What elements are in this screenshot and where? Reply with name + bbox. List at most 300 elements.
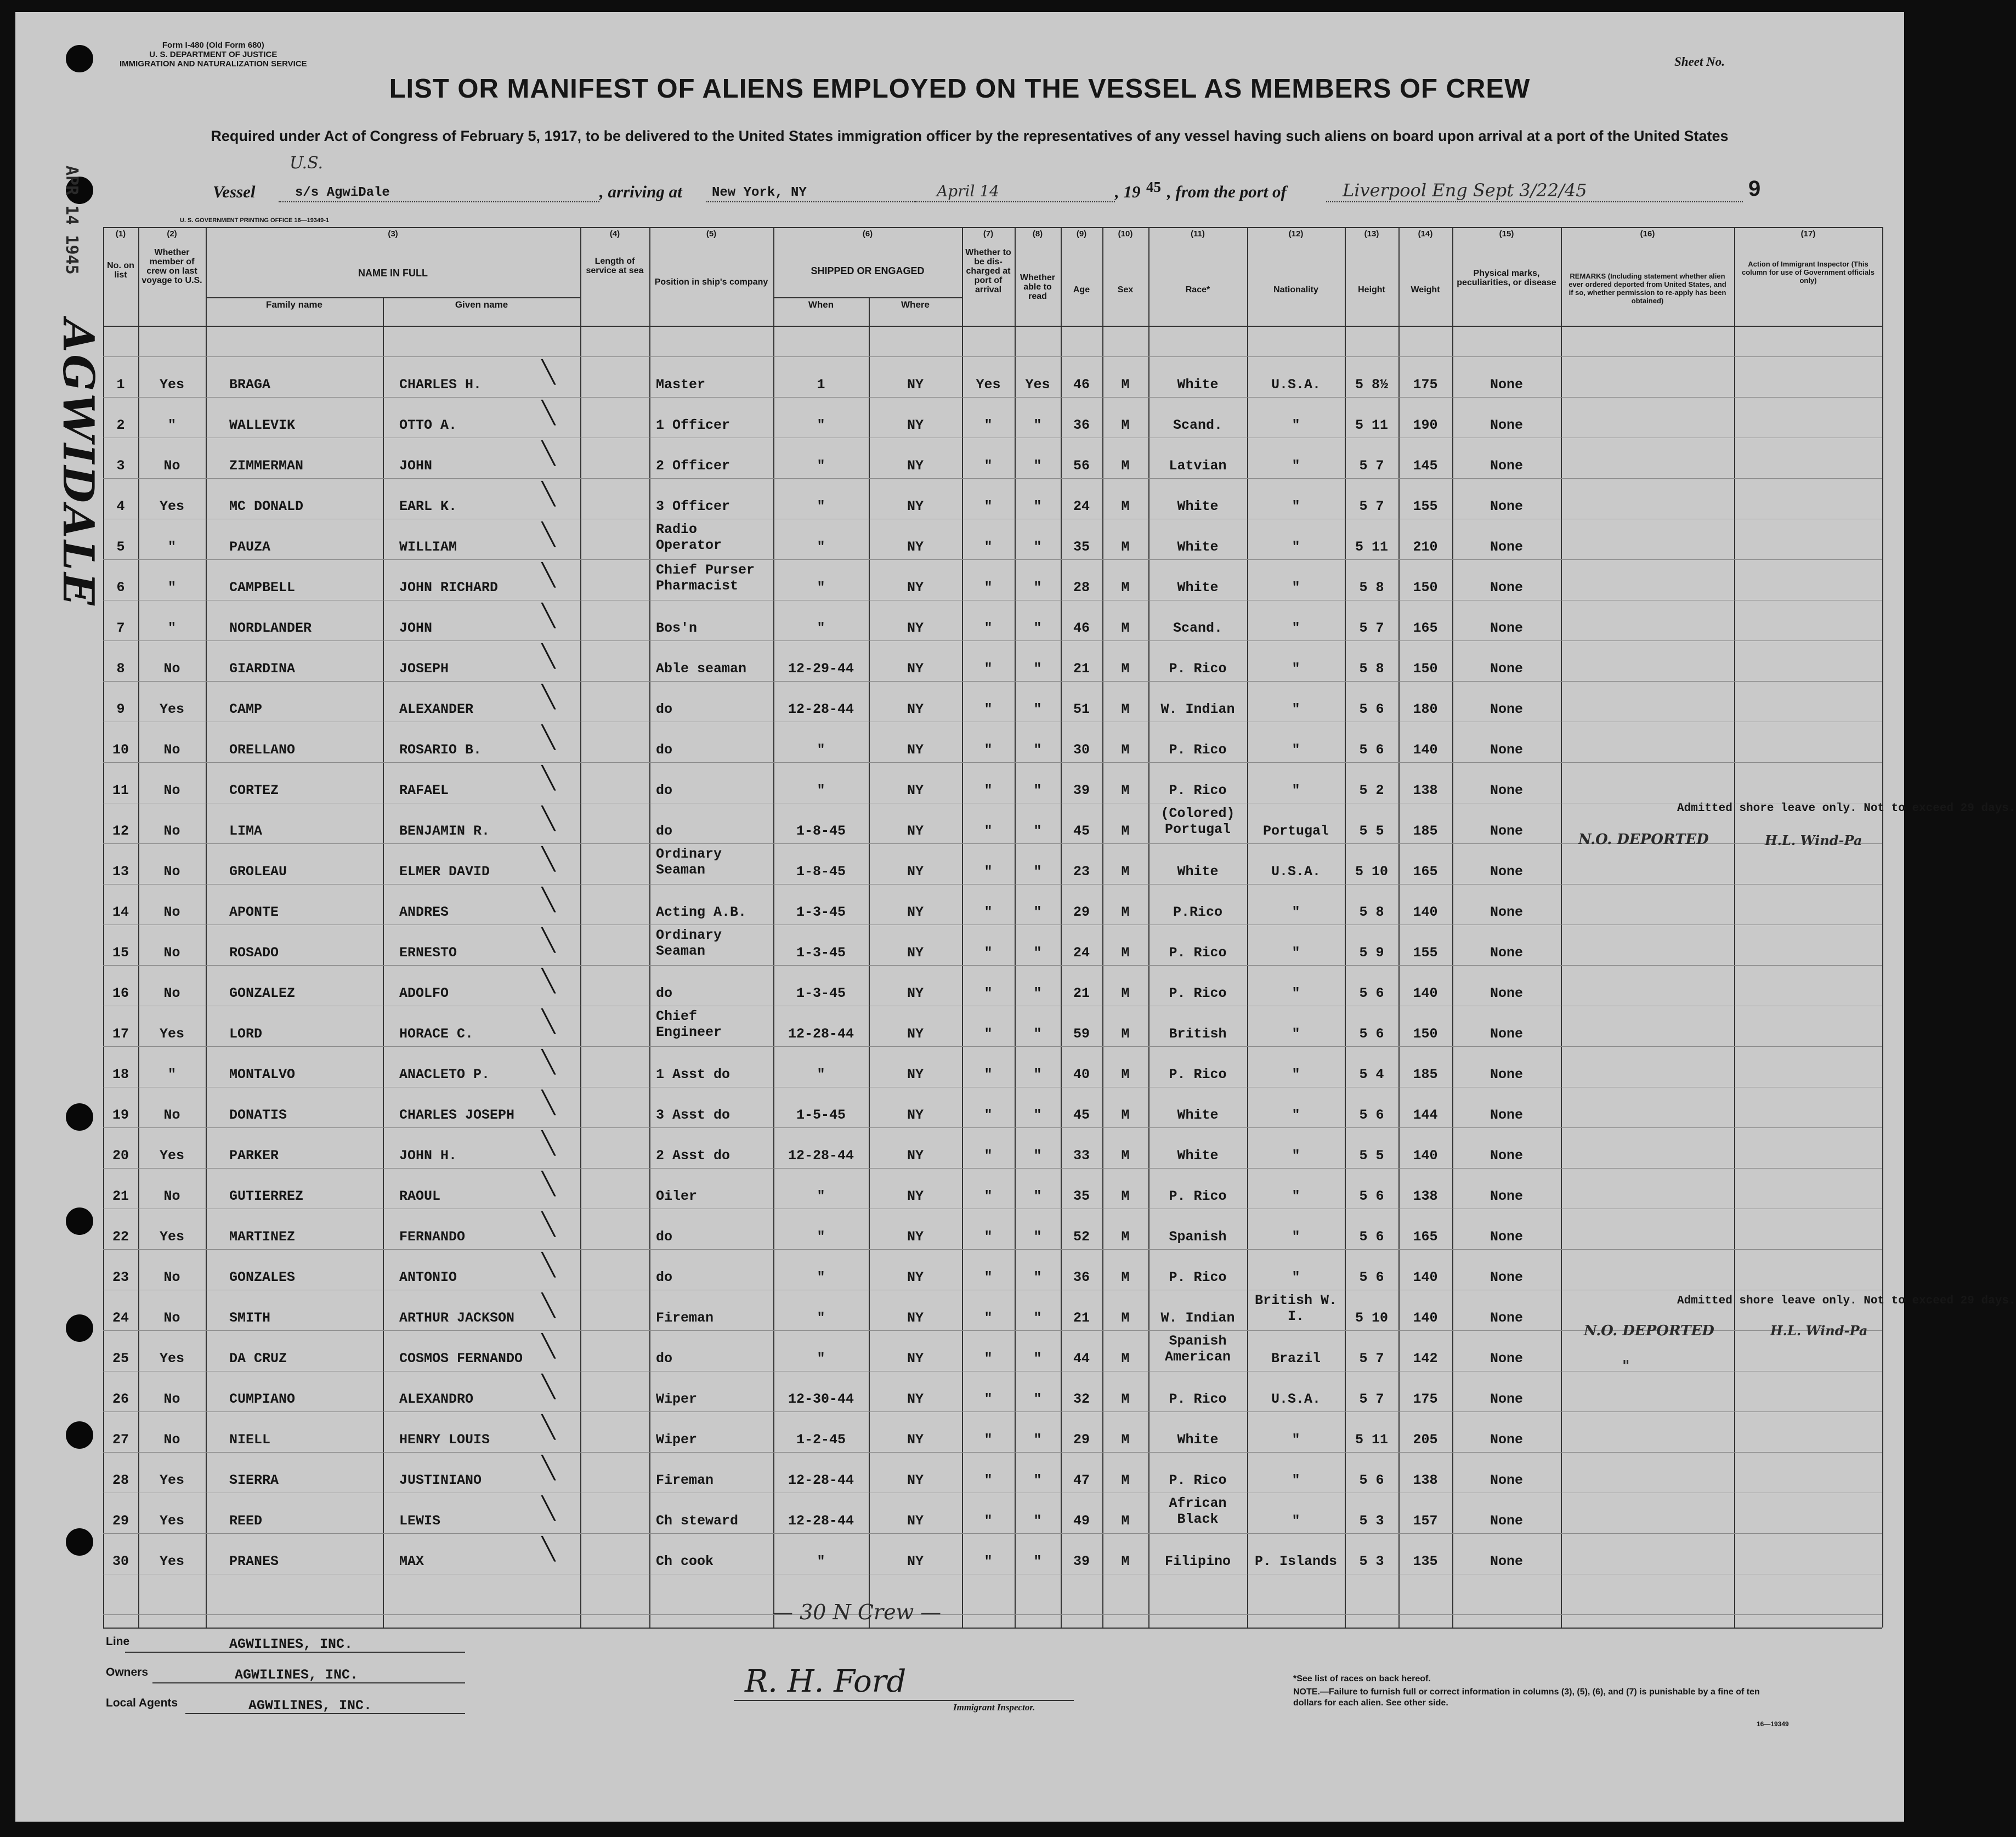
nationality: P. Islands bbox=[1254, 1553, 1338, 1569]
age: 51 bbox=[1073, 701, 1090, 717]
checkmark-icon: ╲ bbox=[542, 887, 556, 912]
age: 28 bbox=[1073, 580, 1090, 596]
previous-voyage: Yes bbox=[159, 1513, 184, 1529]
row-number: 11 bbox=[112, 783, 129, 798]
checkmark-icon: ╲ bbox=[542, 1009, 556, 1034]
able-to-read: " bbox=[1033, 539, 1042, 555]
shipped-when: " bbox=[817, 783, 825, 798]
col-header-sex: Sex bbox=[1117, 285, 1134, 294]
nationality: " bbox=[1292, 701, 1300, 717]
race: British bbox=[1169, 1026, 1227, 1042]
physical-marks: None bbox=[1490, 377, 1523, 393]
col-13-number: (13) bbox=[1364, 229, 1379, 239]
given-name: ANDRES bbox=[399, 904, 449, 920]
weight: 150 bbox=[1413, 580, 1438, 596]
discharged: " bbox=[984, 742, 993, 758]
discharged: " bbox=[984, 539, 993, 555]
remark-row-24-handwritten: N.O. DEPORTED bbox=[1584, 1323, 1714, 1339]
nationality: " bbox=[1292, 1513, 1300, 1529]
position: Oiler bbox=[656, 1188, 698, 1204]
nationality: " bbox=[1292, 661, 1300, 677]
vessel-prefix-handwritten: U.S. bbox=[290, 154, 324, 173]
able-to-read: " bbox=[1033, 1188, 1042, 1204]
gpo-line: U. S. GOVERNMENT PRINTING OFFICE 16—19349-1 bbox=[180, 217, 330, 224]
inspector-signature: R. H. Ford bbox=[745, 1664, 907, 1699]
discharged: " bbox=[984, 1188, 993, 1204]
age: 40 bbox=[1073, 1067, 1090, 1082]
sex: M bbox=[1121, 904, 1130, 920]
weight: 150 bbox=[1413, 1026, 1438, 1042]
height: 5 8 bbox=[1359, 661, 1384, 677]
subheader-given-name: Given name bbox=[455, 299, 508, 310]
local-agents-value: AGWILINES, INC. bbox=[248, 1698, 372, 1714]
arriving-port: New York, NY bbox=[712, 185, 807, 200]
sex: M bbox=[1121, 1148, 1130, 1164]
nationality: " bbox=[1292, 1269, 1300, 1285]
crew-total-handwritten: — 30 N Crew — bbox=[772, 1600, 942, 1624]
sex: M bbox=[1121, 742, 1130, 758]
weight: 157 bbox=[1413, 1513, 1438, 1529]
family-name: ZIMMERMAN bbox=[229, 458, 304, 474]
able-to-read: " bbox=[1033, 1513, 1042, 1529]
age: 44 bbox=[1073, 1351, 1090, 1367]
given-name: CHARLES JOSEPH bbox=[399, 1107, 515, 1123]
able-to-read: " bbox=[1033, 1391, 1042, 1407]
given-name: RAFAEL bbox=[399, 783, 449, 798]
sex: M bbox=[1121, 1026, 1130, 1042]
physical-marks: None bbox=[1490, 1391, 1523, 1407]
sex: M bbox=[1121, 783, 1130, 798]
weight: 138 bbox=[1413, 1472, 1438, 1488]
shipped-when: " bbox=[817, 1229, 825, 1245]
nationality: Portugal bbox=[1262, 823, 1329, 839]
height: 5 6 bbox=[1359, 1188, 1384, 1204]
family-name: BRAGA bbox=[229, 377, 271, 393]
weight: 140 bbox=[1413, 1269, 1438, 1285]
discharged: Yes bbox=[976, 377, 1001, 393]
sex: M bbox=[1121, 1553, 1130, 1569]
given-name: OTTO A. bbox=[399, 417, 457, 433]
previous-voyage: No bbox=[163, 1188, 180, 1204]
col-3-number: (3) bbox=[388, 229, 398, 239]
checkmark-icon: ╲ bbox=[542, 644, 556, 669]
age: 56 bbox=[1073, 458, 1090, 474]
checkmark-icon: ╲ bbox=[542, 400, 556, 426]
given-name: ANACLETO P. bbox=[399, 1067, 490, 1082]
weight: 142 bbox=[1413, 1351, 1438, 1367]
position: do bbox=[656, 1269, 673, 1285]
checkmark-icon: ╲ bbox=[542, 725, 556, 750]
col-header-weight: Weight bbox=[1411, 285, 1440, 294]
family-name: MARTINEZ bbox=[229, 1229, 296, 1245]
shipped-where: NY bbox=[907, 620, 924, 636]
age: 35 bbox=[1073, 539, 1090, 555]
family-name: NORDLANDER bbox=[229, 620, 312, 636]
height: 5 6 bbox=[1359, 1107, 1384, 1123]
age: 23 bbox=[1073, 864, 1090, 880]
row-number: 18 bbox=[112, 1067, 129, 1082]
previous-voyage: No bbox=[163, 864, 180, 880]
sheet-number: 9 bbox=[1748, 177, 1761, 201]
weight: 185 bbox=[1413, 1067, 1438, 1082]
col-header-nationality: Nationality bbox=[1273, 285, 1318, 294]
col-7-number: (7) bbox=[983, 229, 994, 239]
shipped-when: " bbox=[817, 580, 825, 596]
height: 5 7 bbox=[1359, 498, 1384, 514]
given-name: ALEXANDRO bbox=[399, 1391, 474, 1407]
discharged: " bbox=[984, 1148, 993, 1164]
family-name: SMITH bbox=[229, 1310, 271, 1326]
discharged: " bbox=[984, 904, 993, 920]
height: 5 5 bbox=[1359, 1148, 1384, 1164]
physical-marks: None bbox=[1490, 823, 1523, 839]
shipped-when: 12-28-44 bbox=[788, 1472, 854, 1488]
position: Wiper bbox=[656, 1432, 698, 1448]
family-name: CORTEZ bbox=[229, 783, 279, 798]
shipped-where: NY bbox=[907, 1351, 924, 1367]
shipped-when: 1-3-45 bbox=[796, 985, 846, 1001]
age: 24 bbox=[1073, 945, 1090, 961]
row-number: 6 bbox=[116, 580, 125, 596]
previous-voyage: Yes bbox=[159, 1472, 184, 1488]
weight: 144 bbox=[1413, 1107, 1438, 1123]
checkmark-icon: ╲ bbox=[542, 1090, 556, 1115]
shipped-when: " bbox=[817, 1553, 825, 1569]
previous-voyage: No bbox=[163, 783, 180, 798]
shipped-when: " bbox=[817, 1067, 825, 1082]
previous-voyage: Yes bbox=[159, 1026, 184, 1042]
shipped-where: NY bbox=[907, 417, 924, 433]
race: Scand. bbox=[1173, 417, 1222, 433]
family-name: CAMPBELL bbox=[229, 580, 296, 596]
given-name: COSMOS FERNANDO bbox=[399, 1351, 523, 1367]
weight: 135 bbox=[1413, 1553, 1438, 1569]
able-to-read: " bbox=[1033, 1148, 1042, 1164]
age: 21 bbox=[1073, 1310, 1090, 1326]
position: 1 Asst do bbox=[656, 1067, 730, 1082]
nationality: " bbox=[1292, 620, 1300, 636]
col-8-number: (8) bbox=[1032, 229, 1043, 239]
previous-voyage: No bbox=[163, 945, 180, 961]
sex: M bbox=[1121, 864, 1130, 880]
previous-voyage: No bbox=[163, 1107, 180, 1123]
position: do bbox=[656, 701, 673, 717]
nationality: " bbox=[1292, 1188, 1300, 1204]
given-name: JOHN bbox=[399, 620, 433, 636]
age: 52 bbox=[1073, 1229, 1090, 1245]
col-10-number: (10) bbox=[1118, 229, 1133, 239]
shipped-when: 12-30-44 bbox=[788, 1391, 854, 1407]
previous-voyage: No bbox=[163, 904, 180, 920]
sex: M bbox=[1121, 417, 1130, 433]
nationality: U.S.A. bbox=[1271, 1391, 1321, 1407]
physical-marks: None bbox=[1490, 1269, 1523, 1285]
discharged: " bbox=[984, 1107, 993, 1123]
punch-hole bbox=[66, 1103, 93, 1131]
discharged: " bbox=[984, 1229, 993, 1245]
row-number: 5 bbox=[116, 539, 125, 555]
subheader-family-name: Family name bbox=[266, 299, 322, 310]
height: 5 6 bbox=[1359, 701, 1384, 717]
race: White bbox=[1177, 539, 1219, 555]
punch-hole bbox=[66, 1207, 93, 1235]
previous-voyage: No bbox=[163, 985, 180, 1001]
previous-voyage: No bbox=[163, 1269, 180, 1285]
nationality: " bbox=[1292, 417, 1300, 433]
shipped-when: " bbox=[817, 498, 825, 514]
previous-voyage: Yes bbox=[159, 1351, 184, 1367]
position: 2 Officer bbox=[656, 458, 730, 474]
physical-marks: None bbox=[1490, 985, 1523, 1001]
physical-marks: None bbox=[1490, 1351, 1523, 1367]
able-to-read: " bbox=[1033, 1432, 1042, 1448]
row-number: 10 bbox=[112, 742, 129, 758]
shipped-when: " bbox=[817, 620, 825, 636]
family-name: GUTIERREZ bbox=[229, 1188, 304, 1204]
checkmark-icon: ╲ bbox=[542, 1374, 556, 1399]
height: 5 11 bbox=[1355, 539, 1388, 555]
shipped-where: NY bbox=[907, 945, 924, 961]
given-name: JUSTINIANO bbox=[399, 1472, 482, 1488]
row-number: 27 bbox=[112, 1432, 129, 1448]
sheet-no-label: Sheet No. bbox=[1674, 55, 1725, 69]
row-number: 26 bbox=[112, 1391, 129, 1407]
weight: 190 bbox=[1413, 417, 1438, 433]
sex: M bbox=[1121, 661, 1130, 677]
previous-voyage: No bbox=[163, 1391, 180, 1407]
row-number: 16 bbox=[112, 985, 129, 1001]
shipped-when: 1-3-45 bbox=[796, 904, 846, 920]
discharged: " bbox=[984, 417, 993, 433]
able-to-read: " bbox=[1033, 1310, 1042, 1326]
checkmark-icon: ╲ bbox=[542, 1050, 556, 1075]
discharged: " bbox=[984, 823, 993, 839]
height: 5 7 bbox=[1359, 620, 1384, 636]
family-name: MC DONALD bbox=[229, 498, 304, 514]
given-name: ARTHUR JACKSON bbox=[399, 1310, 515, 1326]
able-to-read: " bbox=[1033, 458, 1042, 474]
able-to-read: " bbox=[1033, 1026, 1042, 1042]
age: 39 bbox=[1073, 783, 1090, 798]
col-9-number: (9) bbox=[1076, 229, 1087, 239]
weight: 155 bbox=[1413, 945, 1438, 961]
arrival-date-stamp: APR 14 1945 bbox=[62, 166, 81, 275]
physical-marks: None bbox=[1490, 1026, 1523, 1042]
checkmark-icon: ╲ bbox=[542, 766, 556, 791]
given-name: JOHN H. bbox=[399, 1148, 457, 1164]
discharged: " bbox=[984, 864, 993, 880]
weight: 140 bbox=[1413, 1310, 1438, 1326]
able-to-read: " bbox=[1033, 417, 1042, 433]
remark-row-12-handwritten: N.O. DEPORTED bbox=[1578, 831, 1709, 848]
position: Ordinary Seaman bbox=[656, 846, 722, 878]
race: P. Rico bbox=[1169, 985, 1227, 1001]
col-2-number: (2) bbox=[167, 229, 177, 239]
physical-marks: None bbox=[1490, 580, 1523, 596]
nationality: " bbox=[1292, 783, 1300, 798]
race: P. Rico bbox=[1169, 1188, 1227, 1204]
page-subtitle: Required under Act of Congress of February 5, 1917, to be delivered to the United States immigration officer by the representatives of any vessel having such aliens on board upon arrival at a port of the United States bbox=[211, 128, 1729, 144]
position: do bbox=[656, 742, 673, 758]
race: White bbox=[1177, 498, 1219, 514]
from-port-label: , from the port of bbox=[1167, 182, 1287, 201]
col-header-race: Race* bbox=[1185, 285, 1210, 294]
col-12-number: (12) bbox=[1288, 229, 1304, 239]
sex: M bbox=[1121, 1229, 1130, 1245]
able-to-read: " bbox=[1033, 1351, 1042, 1367]
age: 24 bbox=[1073, 498, 1090, 514]
race: Filipino bbox=[1164, 1553, 1231, 1569]
sex: M bbox=[1121, 1472, 1130, 1488]
able-to-read: " bbox=[1033, 1269, 1042, 1285]
checkmark-icon: ╲ bbox=[542, 1171, 556, 1197]
height: 5 3 bbox=[1359, 1553, 1384, 1569]
position: Chief Engineer bbox=[656, 1008, 722, 1040]
position: Acting A.B. bbox=[656, 904, 747, 920]
checkmark-icon: ╲ bbox=[542, 563, 556, 588]
age: 29 bbox=[1073, 1432, 1090, 1448]
form-code: 16—19349 bbox=[1757, 1720, 1789, 1728]
position: Fireman bbox=[656, 1310, 714, 1326]
nationality: " bbox=[1292, 904, 1300, 920]
col-header-able-to-read: Whether able to read bbox=[1020, 273, 1055, 301]
nationality: " bbox=[1292, 1148, 1300, 1164]
checkmark-icon: ╲ bbox=[542, 603, 556, 628]
row-number: 9 bbox=[116, 701, 125, 717]
nationality: U.S.A. bbox=[1271, 864, 1321, 880]
position: Chief Purser Pharmacist bbox=[656, 562, 755, 594]
height: 5 8½ bbox=[1355, 377, 1388, 393]
given-name: EARL K. bbox=[399, 498, 457, 514]
height: 5 6 bbox=[1359, 1026, 1384, 1042]
sex: M bbox=[1121, 1513, 1130, 1529]
shipped-when: 1-2-45 bbox=[796, 1432, 846, 1448]
checkmark-icon: ╲ bbox=[542, 1334, 556, 1359]
previous-voyage: No bbox=[163, 1310, 180, 1326]
col-5-number: (5) bbox=[706, 229, 717, 239]
position: 2 Asst do bbox=[656, 1148, 730, 1164]
race: White bbox=[1177, 864, 1219, 880]
race: P. Rico bbox=[1169, 742, 1227, 758]
race: Latvian bbox=[1169, 458, 1227, 474]
col-header-remarks: REMARKS (Including statement whether alien ever ordered deported from United States, and if so, whether permission to re-apply has been obtained) bbox=[1568, 272, 1726, 305]
shipped-when: 1-3-45 bbox=[796, 945, 846, 961]
row-number: 14 bbox=[112, 904, 129, 920]
physical-marks: None bbox=[1490, 1107, 1523, 1123]
previous-voyage: " bbox=[167, 1067, 176, 1082]
row-number: 15 bbox=[112, 945, 129, 961]
shipped-when: 12-28-44 bbox=[788, 701, 854, 717]
given-name: ERNESTO bbox=[399, 945, 457, 961]
weight: 175 bbox=[1413, 1391, 1438, 1407]
weight: 140 bbox=[1413, 904, 1438, 920]
checkmark-icon: ╲ bbox=[542, 360, 556, 385]
arriving-label: , arriving at bbox=[599, 182, 682, 201]
owners-label: Owners bbox=[106, 1666, 149, 1679]
sex: M bbox=[1121, 985, 1130, 1001]
checkmark-icon: ╲ bbox=[542, 441, 556, 466]
row-number: 13 bbox=[112, 864, 129, 880]
race: P. Rico bbox=[1169, 945, 1227, 961]
shipped-where: NY bbox=[907, 539, 924, 555]
race: White bbox=[1177, 377, 1219, 393]
age: 33 bbox=[1073, 1148, 1090, 1164]
shipped-where: NY bbox=[907, 701, 924, 717]
discharged: " bbox=[984, 498, 993, 514]
given-name: WILLIAM bbox=[399, 539, 457, 555]
discharged: " bbox=[984, 701, 993, 717]
form-identifier bbox=[120, 41, 307, 69]
col-1-number: (1) bbox=[115, 229, 126, 239]
shipped-where: NY bbox=[907, 1067, 924, 1082]
physical-marks: None bbox=[1490, 498, 1523, 514]
discharged: " bbox=[984, 945, 993, 961]
previous-voyage: No bbox=[163, 458, 180, 474]
nationality: " bbox=[1292, 1432, 1300, 1448]
given-name: JOHN RICHARD bbox=[399, 580, 499, 596]
shipped-where: NY bbox=[907, 1432, 924, 1448]
shipped-when: " bbox=[817, 539, 825, 555]
shipped-when: 1 bbox=[817, 377, 825, 393]
shipped-where: NY bbox=[907, 377, 924, 393]
family-name: CAMP bbox=[229, 701, 263, 717]
position: do bbox=[656, 783, 673, 798]
position: do bbox=[656, 1229, 673, 1245]
family-name: PARKER bbox=[229, 1148, 279, 1164]
sex: M bbox=[1121, 620, 1130, 636]
service-name: IMMIGRATION AND NATURALIZATION SERVICE bbox=[120, 59, 307, 69]
row-number: 24 bbox=[112, 1310, 129, 1326]
col-6-number: (6) bbox=[862, 229, 873, 239]
checkmark-icon: ╲ bbox=[542, 928, 556, 953]
height: 5 5 bbox=[1359, 823, 1384, 839]
position: Wiper bbox=[656, 1391, 698, 1407]
given-name: HENRY LOUIS bbox=[399, 1432, 490, 1448]
weight: 140 bbox=[1413, 742, 1438, 758]
able-to-read: " bbox=[1033, 1107, 1042, 1123]
row-number: 12 bbox=[112, 823, 129, 839]
able-to-read: " bbox=[1033, 701, 1042, 717]
checkmark-icon: ╲ bbox=[542, 1536, 556, 1562]
col-11-number: (11) bbox=[1191, 229, 1205, 239]
position: Able seaman bbox=[656, 661, 747, 677]
nationality: " bbox=[1292, 1472, 1300, 1488]
nationality: " bbox=[1292, 539, 1300, 555]
physical-marks: None bbox=[1490, 1067, 1523, 1082]
year-label: , 19 bbox=[1115, 182, 1141, 201]
nationality: " bbox=[1292, 985, 1300, 1001]
age: 36 bbox=[1073, 417, 1090, 433]
row-number: 8 bbox=[116, 661, 125, 677]
arrival-date-handwritten: April 14 bbox=[937, 182, 999, 200]
family-name: SIERRA bbox=[229, 1472, 279, 1488]
height: 5 2 bbox=[1359, 783, 1384, 798]
checkmark-icon: ╲ bbox=[542, 847, 556, 872]
row-number: 22 bbox=[112, 1229, 129, 1245]
shipped-where: NY bbox=[907, 498, 924, 514]
race: African Black bbox=[1169, 1495, 1227, 1527]
checkmark-icon: ╲ bbox=[542, 522, 556, 547]
discharged: " bbox=[984, 620, 993, 636]
from-port-handwritten: Liverpool Eng Sept 3/22/45 bbox=[1343, 180, 1587, 201]
race: White bbox=[1177, 1432, 1219, 1448]
discharged: " bbox=[984, 783, 993, 798]
physical-marks: None bbox=[1490, 742, 1523, 758]
given-name: ELMER DAVID bbox=[399, 864, 490, 880]
weight: 165 bbox=[1413, 620, 1438, 636]
discharged: " bbox=[984, 1026, 993, 1042]
vessel-label: Vessel bbox=[213, 182, 256, 201]
